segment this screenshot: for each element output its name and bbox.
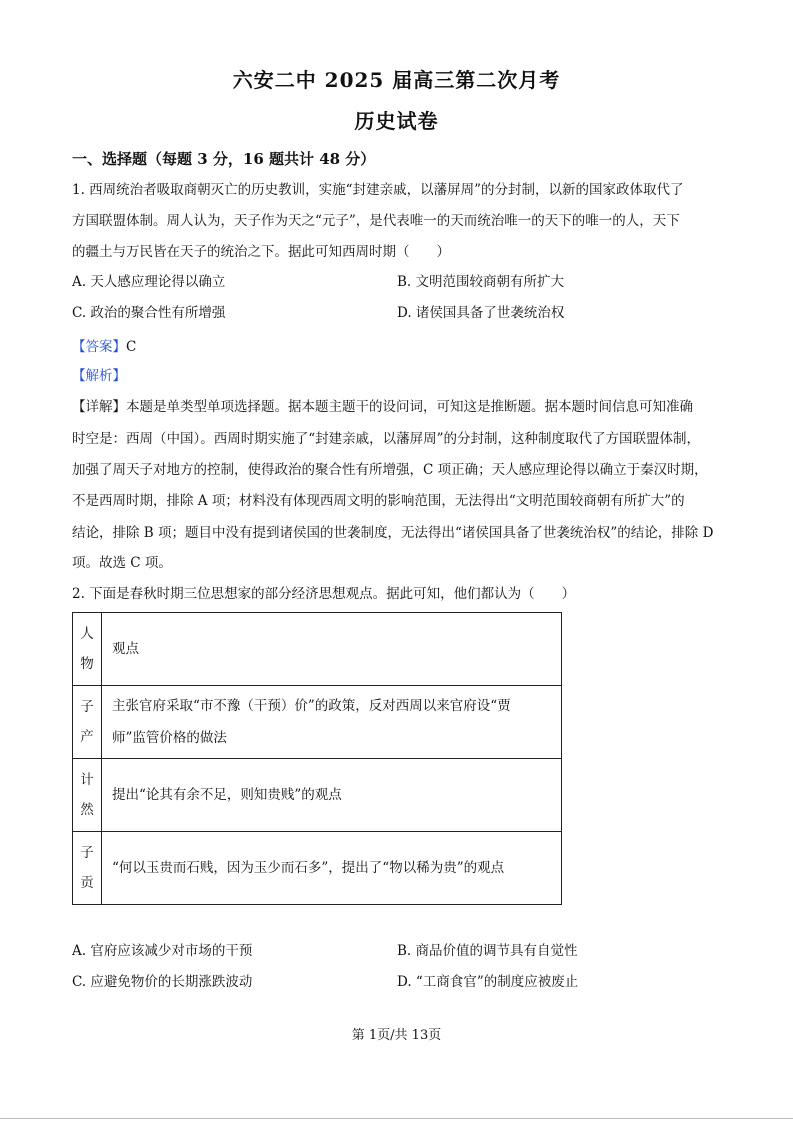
q2-option-c: C. 应避免物价的长期涨跌波动: [72, 974, 253, 990]
answer-value: C: [126, 339, 137, 355]
table-header-row: [73, 613, 562, 686]
person-char-2: 产: [80, 729, 94, 745]
detail-tag: 【详解】: [72, 399, 126, 415]
table-row: [73, 832, 562, 905]
q1-detail-line-2: 时空是：西周（中国）。西周时期实施了“封建亲戚，以藩屏周”的分封制，这种制度取代了方国联盟体制，: [72, 431, 701, 447]
table-row: [73, 686, 562, 759]
q1-stem-line-3: 的疆土与万民皆在天子的统治之下。据此可知西周时期（ ）: [72, 244, 450, 260]
person-cell: [73, 832, 102, 905]
q1-option-b: B. 文明范围较商朝有所扩大: [397, 274, 565, 290]
view-line-1: 提出“论其有余不足，则知贵贱”的观点: [112, 787, 342, 803]
q1-detail-line-1: [72, 397, 724, 417]
q1-detail-line-4: 不是西周时期，排除 A 项；材料没有体现西周文明的影响范围，无法得出“文明范围较商朝有所扩大”的: [72, 493, 685, 509]
q2-option-b: B. 商品价值的调节具有自觉性: [397, 943, 578, 959]
view-cell: [102, 759, 562, 832]
q1-option-d: D. 诸侯国具备了世袭统治权: [397, 305, 565, 321]
header-view-cell: 观点: [102, 613, 562, 686]
q2-table: [72, 612, 562, 905]
person-char-2: 然: [80, 802, 94, 818]
answer-tag: 【答案】: [72, 339, 126, 355]
person-cell: [73, 686, 102, 759]
bottom-divider: [0, 1118, 793, 1119]
q2-stem: 2. 下面是春秋时期三位思想家的部分经济思想观点。据此可知，他们都认为（ ）: [72, 586, 576, 602]
q1-detail-line-6: 项。故选 C 项。: [72, 555, 172, 571]
person-char-1: 子: [80, 699, 94, 715]
person-char-1: 计: [80, 772, 94, 788]
q2-option-d: D. “工商食官”的制度应被废止: [397, 974, 579, 990]
exam-subtitle: 历史试卷: [354, 109, 439, 133]
q1-option-a: A. 天人感应理论得以确立: [72, 274, 226, 290]
view-cell: [102, 686, 562, 759]
header-person-cell: [73, 613, 102, 686]
q2-option-a: A. 官府应该减少对市场的干预: [72, 943, 253, 959]
view-line-1: “何以玉贵而石贱，因为玉少而石多”，提出了“物以稀为贵”的观点: [112, 860, 505, 876]
exam-title: 六安二中 2025 届高三第二次月考: [232, 68, 561, 92]
q1-stem-line-1: 1. 西周统治者吸取商朝灭亡的历史教训，实施“封建亲戚，以藩屏周”的分封制，以新的国家政体取代了: [72, 182, 684, 198]
person-cell: [73, 759, 102, 832]
header-person-char-1: 人: [80, 626, 94, 642]
page-footer: 第 1页/共 13页: [351, 1028, 442, 1043]
header-person-char-2: 物: [80, 656, 94, 672]
table-row: [73, 759, 562, 832]
q1-answer: [72, 337, 724, 357]
view-cell: [102, 832, 562, 905]
q1-stem-line-2: 方国联盟体制。周人认为，天子作为天之“元子”，是代表唯一的天而统治唯一的天下的唯一的人，天下: [72, 213, 680, 229]
person-char-2: 贡: [80, 875, 94, 891]
section-heading: 一、选择题（每题 3 分，16 题共计 48 分）: [72, 150, 376, 168]
q1-detail-line-3: 加强了周天子对地方的控制，使得政治的聚合性有所增强，C 项正确；天人感应理论得以确立于秦汉时期，: [72, 462, 708, 478]
person-char-1: 子: [80, 845, 94, 861]
view-line-1: 主张官府采取“市不豫（干预）价”的政策，反对西周以来官府设“贾: [112, 698, 511, 714]
detail-text: 本题是单类型单项选择题。据本题主题干的设问词，可知这是推断题。据本题时间信息可知准确: [126, 399, 693, 415]
q1-option-c: C. 政治的聚合性有所增强: [72, 305, 226, 321]
analysis-tag: 【解析】: [72, 368, 126, 384]
q1-detail-line-5: 结论，排除 B 项；题目中没有提到诸侯国的世袭制度，无法得出“诸侯国具备了世袭统治权”的结论，排除 D: [72, 525, 714, 541]
view-line-2: 师”监管价格的做法: [112, 730, 227, 746]
